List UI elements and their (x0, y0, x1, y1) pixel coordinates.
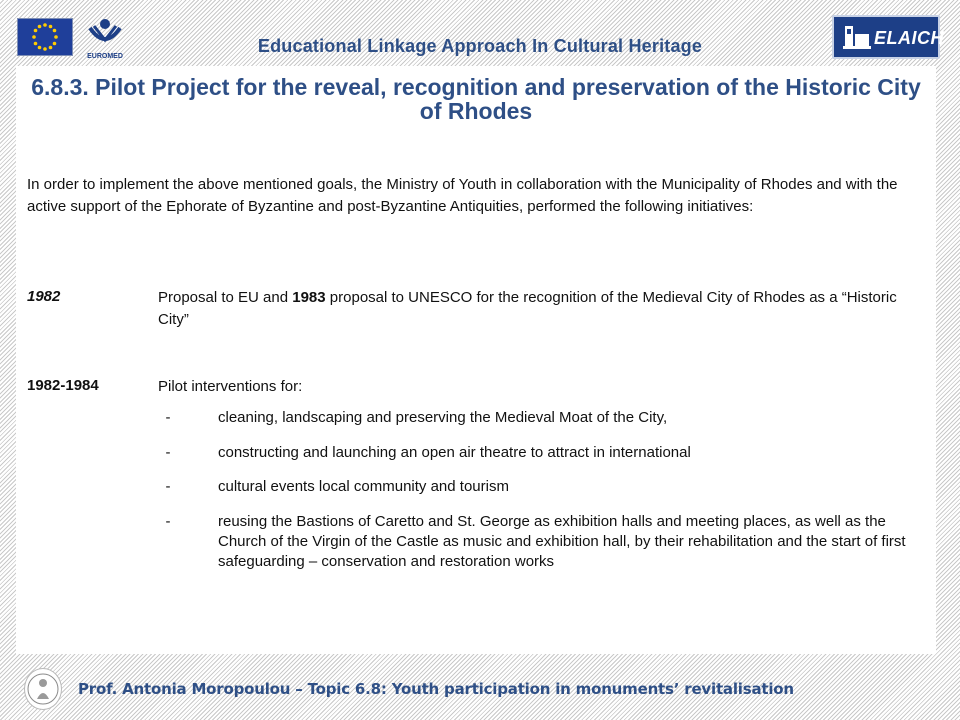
euromed-logo (80, 14, 130, 62)
entry-text-part: proposal to UNESCO for the recognition of the Medieval City of Rhodes as a “Historic City” (158, 289, 897, 328)
university-emblem-icon (24, 668, 62, 710)
bullet-marker: - (165, 513, 171, 530)
bullet-marker: - (165, 409, 171, 426)
entry-text-part: Proposal to EU and (158, 289, 293, 306)
entry-text-1982-1984: Pilot interventions for: (158, 378, 303, 395)
bullet-item: cultural events local community and tourism (218, 478, 509, 495)
bullet-item: constructing and launching an open air theatre to attract in international (218, 444, 691, 461)
entry-year-1982: 1982 (27, 288, 61, 305)
bullet-item: cleaning, landscaping and preserving the Medieval Moat of the City, (218, 409, 668, 426)
monument-icon (842, 22, 872, 52)
entry-text-1982 (158, 287, 918, 331)
content-panel (16, 66, 936, 654)
bullet-marker: - (165, 478, 171, 495)
intro-paragraph: In order to implement the above mentioned goals, the Ministry of Youth in collaboration with the Municipality of Rhodes and with the active support of the Ephorate of Byzantine and post-Byzantine Antiquities, performed the following initiatives: (27, 176, 898, 215)
elaich-logo (832, 15, 944, 59)
eu-flag-icon (17, 18, 73, 56)
footer-text: Prof. Antonia Moropoulou – Topic 6.8: Youth participation in monuments’ revitalisation (78, 680, 794, 698)
header-title: Educational Linkage Approach In Cultural Heritage (257, 36, 703, 56)
bullet-item: reusing the Bastions of Caretto and St. George as exhibition halls and meeting places, as well as the Church of the Virgin of the Castle as music and exhibition hall, by their rehabilitation and the start of first safeguarding – conservation and restoration works (218, 513, 906, 570)
bullet-marker: - (165, 444, 171, 461)
slide-title: 6.8.3. Pilot Project for the reveal, recognition and preservation of the Historic City of Rhodes (31, 74, 921, 124)
elaich-logo-text: ELAICH (874, 28, 944, 48)
entry-year-1983: 1983 (292, 289, 326, 306)
entry-year-1982-1984: 1982-1984 (27, 377, 99, 394)
euromed-text: EUROMED (87, 53, 123, 60)
